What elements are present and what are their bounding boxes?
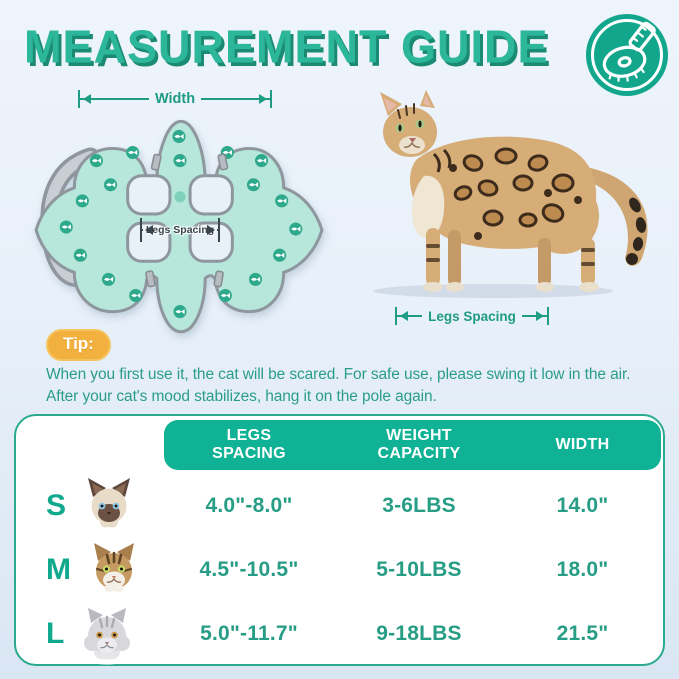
width-measure (78, 90, 272, 108)
width-measure-label: Width (154, 91, 196, 107)
cat-legs-spacing-label: Legs Spacing (428, 308, 516, 324)
garment-legs-spacing-measure (140, 218, 220, 242)
table-row-size-s (18, 474, 663, 538)
measure-arrow-left (80, 98, 149, 100)
weight-capacity-value: 3-6LBS (382, 494, 456, 517)
legs-spacing-value: 4.5"-10.5" (199, 558, 299, 581)
measure-arrow-right (522, 315, 547, 317)
legs-spacing-value: 5.0"-11.7" (200, 622, 298, 645)
column-header-weight-capacity: WEIGHT CAPACITY (377, 427, 461, 462)
tip-badge: Tip: (46, 329, 111, 361)
size-cell (18, 603, 164, 665)
width-value: 21.5" (556, 622, 609, 645)
tip-text: When you first use it, the cat will be scared. For safe use, please swing it low in the air. After your cat's mood stabilizes, hang it on the pole again. (46, 366, 631, 405)
measure-arrow-left (397, 315, 422, 317)
size-cell (18, 539, 164, 601)
size-letter: L (46, 617, 65, 650)
size-table (14, 414, 665, 666)
column-header-legs-spacing: LEGS SPACING (212, 427, 286, 462)
cat-legs-spacing-measure (395, 307, 549, 325)
table-row-size-m (18, 538, 663, 602)
cat-figure (338, 88, 672, 338)
garment-diagram (28, 90, 330, 342)
width-value: 18.0" (556, 558, 609, 581)
size-table-header (164, 420, 661, 470)
size-letter: S (46, 489, 67, 522)
measure-arrow-right (217, 229, 218, 231)
width-value: 14.0" (556, 494, 609, 517)
column-header-width: WIDTH (555, 436, 610, 454)
size-letter: M (46, 553, 71, 586)
tabby-cat-head-icon (85, 539, 143, 601)
bengal-cat-photo (338, 88, 672, 300)
weight-capacity-value: 5-10LBS (376, 558, 462, 581)
table-row-size-l (18, 602, 663, 666)
weight-capacity-value: 9-18LBS (376, 622, 462, 645)
siamese-cat-head-icon (80, 475, 138, 537)
measure-arrow-right (201, 98, 270, 100)
page-title: MEASUREMENT GUIDE (24, 20, 549, 74)
legs-spacing-value: 4.0"-8.0" (205, 494, 293, 517)
tape-measure-icon (584, 12, 670, 98)
garment-legs-spacing-label: Legs Spacing (145, 224, 215, 236)
longhair-gray-cat-head-icon (78, 603, 136, 665)
measure-arrow-left (142, 229, 143, 231)
size-cell (18, 475, 164, 537)
